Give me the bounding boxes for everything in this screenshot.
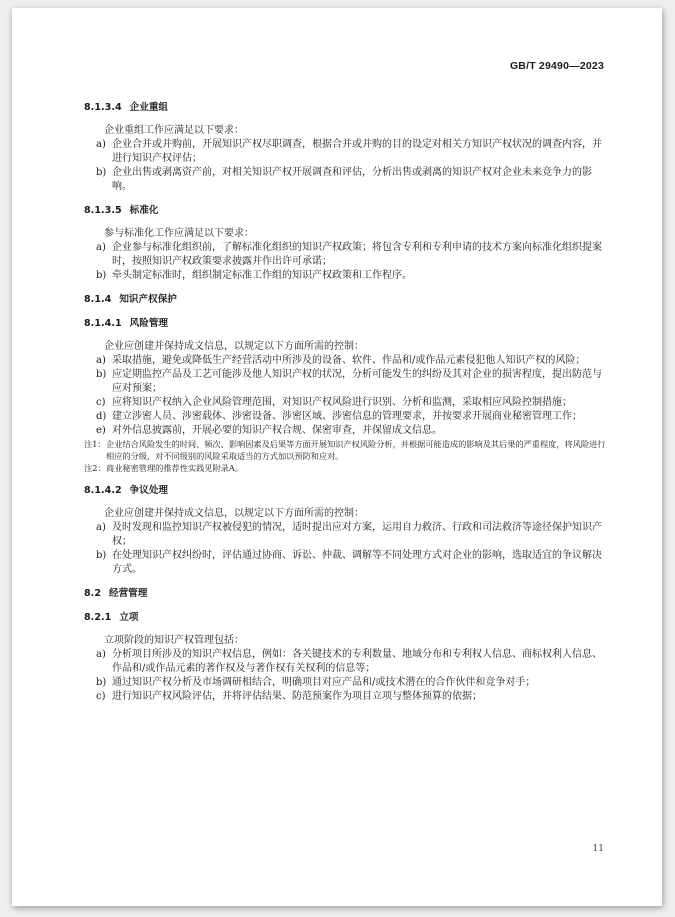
paragraph: 立项阶段的知识产权管理包括： xyxy=(104,635,244,646)
list-item-text: 及时发现和监控知识产权被侵犯的情况，适时提出应对方案，运用自力救济、行政和司法救济等途径保护知识产权； xyxy=(112,522,602,547)
list-item xyxy=(84,549,608,577)
list-item xyxy=(84,241,608,269)
list-item xyxy=(84,354,608,368)
list-item xyxy=(84,368,608,396)
list-item xyxy=(84,690,608,704)
list-item-text: 应定期监控产品及工艺可能涉及他人知识产权的状况，分析可能发生的纠纷及其对企业的损害程度，提出防范与应对预案； xyxy=(112,369,602,394)
note-text: 企业结合风险发生的时间、频次、影响因素及后果等方面开展知识产权风险分析，并根据可能造成的影响及其后果的严重程度，将风险进行相应的分级，对不同级别的风险采取适当的方式加以预防和应对。 xyxy=(106,439,606,461)
list-item-text: 企业出售或剥离资产前，对相关知识产权开展调查和评估，分析出售或剥离的知识产权对企业未来竞争力的影响。 xyxy=(112,167,592,192)
note-marker: 注1： xyxy=(84,439,106,449)
list-item xyxy=(84,521,608,549)
list-item-text: 牵头制定标准时，组织制定标准工作组的知识产权政策和工作程序。 xyxy=(112,270,412,281)
list-marker: a) xyxy=(96,242,106,253)
heading-8-1-3-5 xyxy=(84,204,608,218)
section-title: 争议处理 xyxy=(129,485,169,496)
note xyxy=(84,438,608,462)
note-marker: 注2： xyxy=(84,463,106,473)
section-title: 风险管理 xyxy=(129,318,169,329)
section-number: 8.1.4.2 xyxy=(84,485,122,496)
list-item xyxy=(84,396,608,410)
list-marker: b) xyxy=(96,550,107,561)
list-item-text: 进行知识产权风险评估，并将评估结果、防范预案作为项目立项与整体预算的依据； xyxy=(112,691,482,702)
heading-8-1-4-1 xyxy=(84,317,608,331)
section-number: 8.1.4.1 xyxy=(84,318,122,329)
document-page xyxy=(12,8,662,906)
paragraph: 企业重组工作应满足以下要求： xyxy=(104,125,244,136)
section-title: 企业重组 xyxy=(129,102,169,113)
list-item xyxy=(84,138,608,166)
paragraph: 企业应创建并保持成文信息，以规定以下方面所需的控制： xyxy=(104,508,364,519)
section-title: 知识产权保护 xyxy=(119,294,177,305)
list-item-text: 对外信息披露前，开展必要的知识产权合规、保密审查，并保留成文信息。 xyxy=(112,425,442,436)
list-marker: a) xyxy=(96,649,106,660)
section-title: 立项 xyxy=(119,612,139,623)
heading-8-2 xyxy=(84,587,608,601)
heading-8-1-4 xyxy=(84,293,608,307)
list-item xyxy=(84,424,608,438)
list-marker: b) xyxy=(96,369,107,380)
list-marker: a) xyxy=(96,522,106,533)
list-item-text: 企业合并或并购前，开展知识产权尽职调查，根据合并或并购的目的设定对相关方知识产权状况的调查内容，并进行知识产权评估； xyxy=(112,139,602,164)
list-item-text: 通过知识产权分析及市场调研相结合，明确项目对应产品和/或技术潜在的合作伙伴和竞争对手； xyxy=(112,677,536,688)
list-item-text: 分析项目所涉及的知识产权信息，例如：各关键技术的专利数量、地域分布和专利权人信息、商标权利人信息、作品和/或作品元素的著作权及与著作权有关权利的信息等； xyxy=(112,649,602,674)
list-marker: c) xyxy=(96,691,106,702)
list-item-text: 企业参与标准化组织前，了解标准化组织的知识产权政策；将包含专利和专利申请的技术方案向标准化组织提案时，按照知识产权政策要求披露并作出许可承诺； xyxy=(112,242,602,267)
note-text: 商业秘密管理的推荐性实践见附录A。 xyxy=(106,463,243,473)
list-marker: b) xyxy=(96,167,107,178)
list-item xyxy=(84,166,608,194)
list-marker: a) xyxy=(96,139,106,150)
section-title: 经营管理 xyxy=(109,588,148,599)
list-item xyxy=(84,410,608,424)
section-number: 8.1.3.5 xyxy=(84,205,122,216)
section-number: 8.2.1 xyxy=(84,612,112,623)
list-item xyxy=(84,676,608,690)
section-number: 8.1.3.4 xyxy=(84,102,122,113)
list-item-text: 应将知识产权纳入企业风险管理范围，对知识产权风险进行识别、分析和监测，采取相应风险控制措施； xyxy=(112,397,572,408)
heading-8-1-4-2 xyxy=(84,484,608,498)
list-marker: d) xyxy=(96,411,107,422)
list-marker: e) xyxy=(96,425,106,436)
section-number: 8.2 xyxy=(84,588,101,599)
heading-8-1-3-4 xyxy=(84,101,608,115)
note xyxy=(84,462,608,474)
list-item-text: 在处理知识产权纠纷时，评估通过协商、诉讼、仲裁、调解等不同处理方式对企业的影响，选取适宜的争议解决方式。 xyxy=(112,550,602,575)
standard-number: GB/T 29490—2023 xyxy=(509,60,604,72)
paragraph: 企业应创建并保持成文信息，以规定以下方面所需的控制： xyxy=(104,341,364,352)
list-item xyxy=(84,648,608,676)
list-marker: a) xyxy=(96,355,106,366)
section-number: 8.1.4 xyxy=(84,294,112,305)
list-item-text: 建立涉密人员、涉密载体、涉密设备、涉密区域、涉密信息的管理要求，并按要求开展商业秘密管理工作； xyxy=(112,411,582,422)
list-item xyxy=(84,269,608,283)
list-marker: c) xyxy=(96,397,106,408)
page-content xyxy=(84,101,608,704)
heading-8-2-1 xyxy=(84,611,608,625)
list-item-text: 采取措施，避免或降低生产经营活动中所涉及的设备、软件、作品和/或作品元素侵犯他人知识产权的风险； xyxy=(112,355,586,366)
paragraph: 参与标准化工作应满足以下要求： xyxy=(104,228,254,239)
list-marker: b) xyxy=(96,677,107,688)
list-marker: b) xyxy=(96,270,107,281)
page-number: 11 xyxy=(592,844,604,854)
section-title: 标准化 xyxy=(129,205,159,216)
